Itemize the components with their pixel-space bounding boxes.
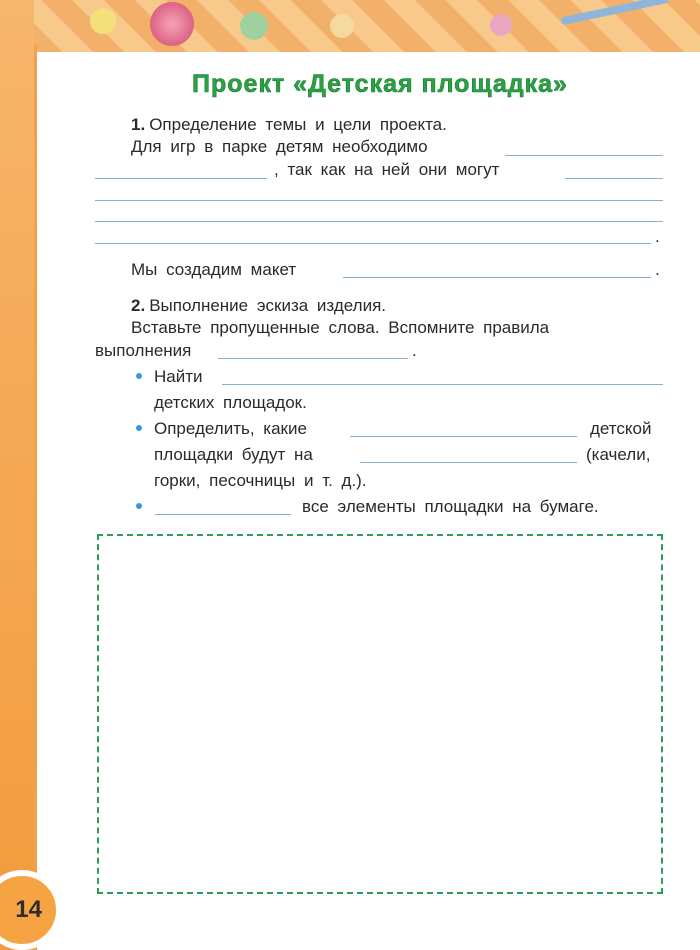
answer-line[interactable] (565, 178, 663, 179)
bullet3-text: все элементы площадки на бумаге. (302, 497, 599, 516)
bullet2-text-c: площадки будут на (154, 445, 313, 464)
button-decoration-icon (90, 8, 116, 34)
button-decoration-icon (490, 14, 512, 36)
page-title: Проект «Детская площадка» (192, 70, 568, 98)
page-number: 14 (15, 896, 42, 923)
section1-number: 1. (131, 115, 146, 134)
bullet1-text-a: Найти (154, 367, 203, 386)
answer-line[interactable] (95, 200, 663, 201)
section2-line2: выполнения (95, 341, 192, 360)
answer-line[interactable] (95, 178, 267, 179)
answer-line[interactable] (95, 221, 663, 222)
top-decorative-banner (0, 0, 700, 52)
bullet2-text-b: детской (590, 419, 652, 438)
answer-line[interactable] (505, 155, 663, 156)
bullet2-text-a: Определить, какие (154, 419, 307, 438)
bullet-icon (136, 425, 142, 431)
section1-heading-text: Определение темы и цели проекта. (149, 115, 447, 134)
section1-heading (131, 114, 447, 136)
period: . (412, 341, 417, 360)
answer-line[interactable] (95, 243, 651, 244)
answer-line[interactable] (343, 277, 651, 278)
answer-line[interactable] (222, 384, 663, 385)
period: . (655, 260, 660, 279)
answer-line[interactable] (350, 436, 577, 437)
bullet2-text-d: (качели, (586, 445, 651, 464)
margin-line (34, 45, 37, 950)
section2-heading (131, 295, 386, 317)
page-number-badge (0, 870, 62, 950)
yarn-ball-icon (150, 2, 194, 46)
sketch-drawing-area[interactable] (97, 534, 663, 894)
section1-line1: Для игр в парке детям необходимо (131, 137, 428, 156)
section2-heading-text: Выполнение эскиза изделия. (149, 296, 387, 315)
button-decoration-icon (330, 14, 354, 38)
section1-maket-line: Мы создадим макет (131, 260, 297, 279)
answer-line[interactable] (218, 358, 408, 359)
answer-line[interactable] (155, 514, 291, 515)
bullet1-text-b: детских площадок. (154, 393, 307, 412)
answer-line[interactable] (360, 462, 577, 463)
section2-line1: Вставьте пропущенные слова. Вспомните правила (131, 318, 550, 337)
period: . (655, 227, 660, 246)
section1-line2: , так как на ней они могут (274, 160, 500, 179)
bullet-icon (136, 503, 142, 509)
tools-decoration-icon (560, 0, 669, 25)
bullet2-text-e: горки, песочницы и т. д.). (154, 471, 367, 490)
button-decoration-icon (240, 12, 268, 40)
left-margin-strip (0, 0, 34, 950)
section2-number: 2. (131, 296, 146, 315)
bullet-icon (136, 373, 142, 379)
